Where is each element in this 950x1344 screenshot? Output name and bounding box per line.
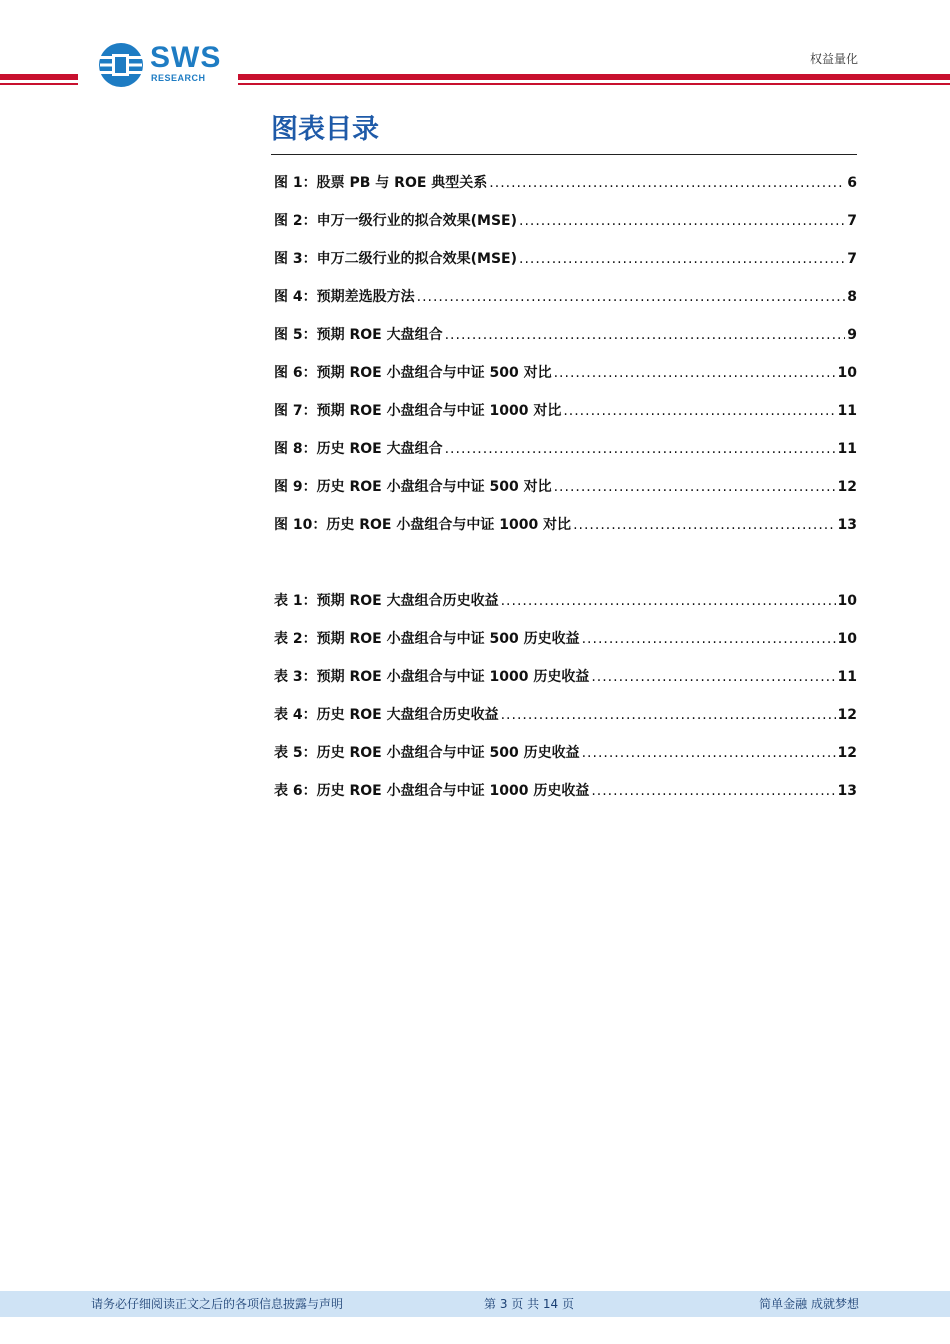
toc-leader <box>582 629 836 649</box>
toc-entry-table-4[interactable] <box>274 705 857 725</box>
toc-entry-label: 表 2：预期 ROE 小盘组合与中证 500 历史收益 <box>274 631 580 647</box>
toc-entry-label: 图 6：预期 ROE 小盘组合与中证 500 对比 <box>274 365 552 381</box>
toc-entry-table-2[interactable] <box>274 629 857 649</box>
toc-entry-label: 表 3：预期 ROE 小盘组合与中证 1000 历史收益 <box>274 669 590 685</box>
toc-leader <box>582 743 836 763</box>
toc-leader <box>554 477 836 497</box>
toc-leader <box>501 591 836 611</box>
toc-entry-page: 11 <box>837 669 857 685</box>
toc-entry-figure-7[interactable] <box>274 401 857 421</box>
footer-disclaimer: 请务必仔细阅读正文之后的各项信息披露与声明 <box>91 1297 344 1311</box>
toc-entry-label: 图 1：股票 PB 与 ROE 典型关系 <box>274 175 488 191</box>
toc-entry-page: 10 <box>837 593 857 609</box>
toc-entry-label: 图 8：历史 ROE 大盘组合 <box>274 441 443 457</box>
toc-entry-figure-1[interactable] <box>274 173 857 193</box>
toc-entry-label: 表 5：历史 ROE 小盘组合与中证 500 历史收益 <box>274 745 580 761</box>
toc-entry-page: 9 <box>847 327 857 343</box>
footer-slogan: 简单金融 成就梦想 <box>759 1297 859 1311</box>
toc-leader <box>519 249 845 269</box>
toc-entry-table-3[interactable] <box>274 667 857 687</box>
toc-entry-figure-5[interactable] <box>274 325 857 345</box>
toc-entry-page: 13 <box>837 517 857 533</box>
toc-title: 图表目录 <box>271 114 379 145</box>
toc-entry-figure-3[interactable] <box>274 249 857 269</box>
toc-entry-table-5[interactable] <box>274 743 857 763</box>
logo-subtext: RESEARCH <box>151 73 206 83</box>
toc-leader <box>573 515 835 535</box>
toc-entry-page: 12 <box>837 479 857 495</box>
toc-leader <box>554 363 836 383</box>
toc-entry-table-6[interactable] <box>274 781 857 801</box>
toc-leader <box>563 401 835 421</box>
toc-entry-label: 图 9：历史 ROE 小盘组合与中证 500 对比 <box>274 479 552 495</box>
toc-entry-label: 图 5：预期 ROE 大盘组合 <box>274 327 443 343</box>
toc-entry-figure-9[interactable] <box>274 477 857 497</box>
toc-leader <box>519 211 845 231</box>
logo-globe-icon <box>98 42 144 88</box>
footer-page-info: 第 3 页 共 14 页 <box>484 1297 574 1311</box>
toc-entry-figure-4[interactable] <box>274 287 857 307</box>
toc-entry-label: 图 10：历史 ROE 小盘组合与中证 1000 对比 <box>274 517 572 533</box>
toc-leader <box>445 325 846 345</box>
report-category: 权益量化 <box>809 52 858 66</box>
toc-entry-figure-6[interactable] <box>274 363 857 383</box>
toc-entry-page: 12 <box>837 707 857 723</box>
toc-divider <box>271 154 857 155</box>
toc-leader <box>489 173 845 193</box>
toc-entry-figure-8[interactable] <box>274 439 857 459</box>
toc-entry-page: 11 <box>837 441 857 457</box>
logo-text: SWS <box>150 41 222 74</box>
toc-entry-page: 10 <box>837 365 857 381</box>
toc-entry-label: 图 7：预期 ROE 小盘组合与中证 1000 对比 <box>274 403 562 419</box>
toc-entry-label: 表 4：历史 ROE 大盘组合历史收益 <box>274 707 499 723</box>
toc-leader <box>417 287 846 307</box>
toc-entry-label: 表 1：预期 ROE 大盘组合历史收益 <box>274 593 499 609</box>
toc-entry-label: 表 6：历史 ROE 小盘组合与中证 1000 历史收益 <box>274 783 590 799</box>
toc-entry-page: 10 <box>837 631 857 647</box>
toc-entry-page: 7 <box>847 251 857 267</box>
toc-leader <box>591 667 835 687</box>
toc-entry-page: 12 <box>837 745 857 761</box>
toc-entry-page: 7 <box>847 213 857 229</box>
toc-entry-page: 13 <box>837 783 857 799</box>
page-footer <box>0 1291 950 1317</box>
toc-entry-label: 图 2：申万一级行业的拟合效果(MSE) <box>274 213 517 229</box>
toc-entry-label: 图 3：申万二级行业的拟合效果(MSE) <box>274 251 517 267</box>
toc-entry-figure-10[interactable] <box>274 515 857 535</box>
toc-entry-page: 6 <box>847 175 857 191</box>
toc-leader <box>501 705 836 725</box>
sws-logo <box>98 40 228 88</box>
toc-entry-label: 图 4：预期差选股方法 <box>274 289 415 305</box>
toc-entry-page: 8 <box>847 289 857 305</box>
toc-entry-table-1[interactable] <box>274 591 857 611</box>
toc-leader <box>591 781 835 801</box>
toc-entry-page: 11 <box>837 403 857 419</box>
toc-leader <box>445 439 836 459</box>
toc-entry-figure-2[interactable] <box>274 211 857 231</box>
